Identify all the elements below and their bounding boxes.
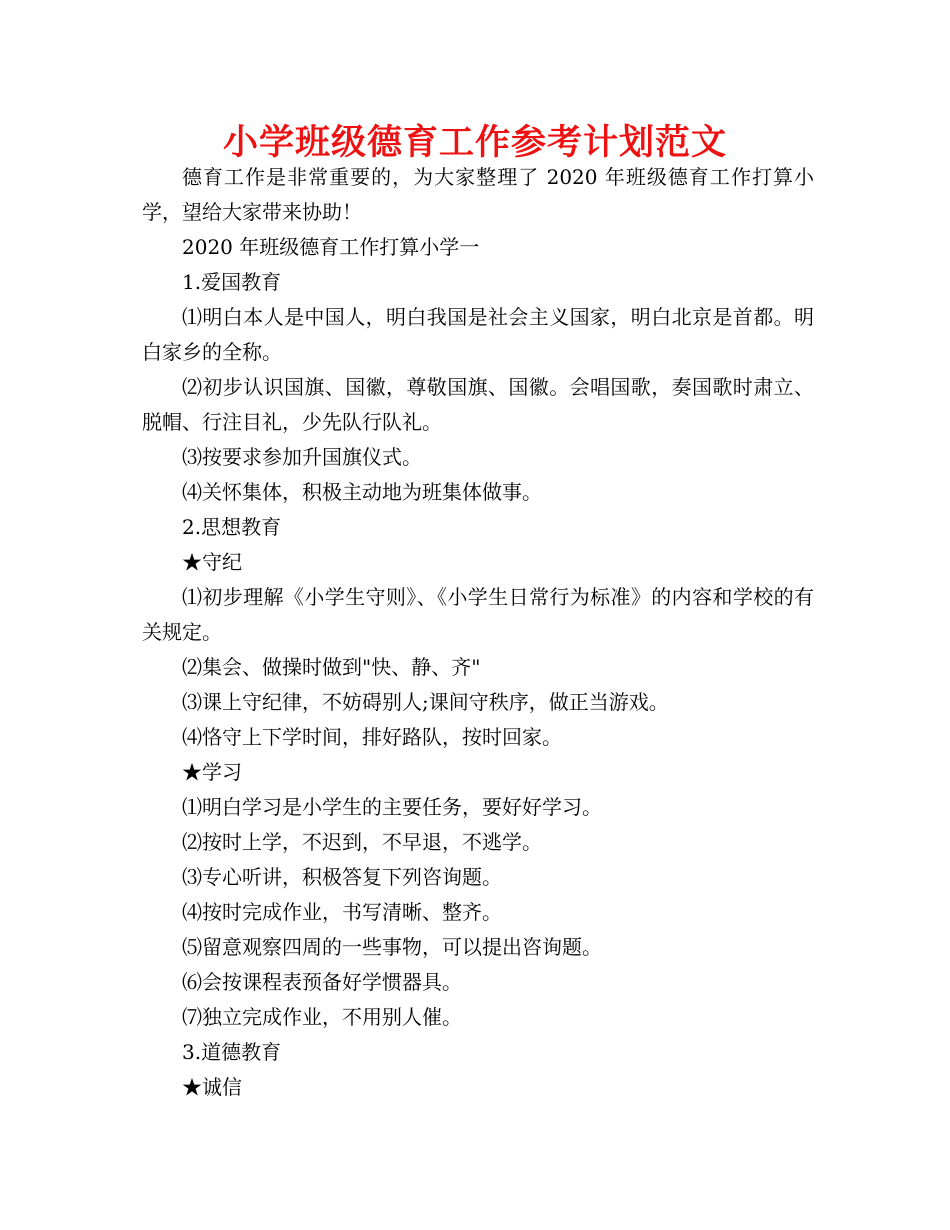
paragraph: ⑵按时上学，不迟到，不早退，不逃学。 [182, 830, 542, 854]
paragraph: ⑵初步认识国旗、国徽，尊敬国旗、国徽。会唱国歌，奏国歌时肃立、脱帽、行注目礼，少先队行队礼。 [142, 375, 814, 434]
paragraph: ⑺独立完成作业，不用别人催。 [182, 1005, 462, 1029]
paragraph: ★学习 [182, 760, 242, 784]
paragraph: ⑹会按课程表预备好学惯器具。 [182, 970, 462, 994]
document-title: 小学班级德育工作参考计划范文 [222, 123, 727, 163]
paragraph: 1.爱国教育 [182, 270, 282, 294]
paragraph: ★诚信 [182, 1075, 242, 1099]
document-body [142, 160, 814, 1105]
paragraph: ⑴明白本人是中国人，明白我国是社会主义国家，明白北京是首都。明白家乡的全称。 [142, 305, 814, 364]
paragraph: ⑵集会、做操时做到"快、静、齐" [182, 655, 481, 679]
paragraph: ⑸留意观察四周的一些事物，可以提出咨询题。 [182, 935, 602, 959]
paragraph: ⑷按时完成作业，书写清晰、整齐。 [182, 900, 502, 924]
paragraph: 2020 年班级德育工作打算小学一 [182, 235, 480, 259]
paragraph: ★守纪 [182, 550, 242, 574]
paragraph: 2.思想教育 [182, 515, 282, 539]
paragraph: ⑷关怀集体，积极主动地为班集体做事。 [182, 480, 542, 504]
paragraph: 3.道德教育 [182, 1040, 282, 1064]
paragraph: 德育工作是非常重要的，为大家整理了 2020 年班级德育工作打算小学，望给大家带来协助！ [142, 165, 814, 224]
paragraph: ⑶专心听讲，积极答复下列咨询题。 [182, 865, 502, 889]
paragraph: ⑴初步理解《小学生守则》、《小学生日常行为标准》的内容和学校的有关规定。 [142, 585, 814, 644]
paragraph: ⑶课上守纪律，不妨碍别人;课间守秩序，做正当游戏。 [182, 690, 669, 714]
paragraph: ⑷恪守上下学时间，排好路队，按时回家。 [182, 725, 562, 749]
paragraph: ⑶按要求参加升国旗仪式。 [182, 445, 422, 469]
paragraph: ⑴明白学习是小学生的主要任务，要好好学习。 [182, 795, 602, 819]
